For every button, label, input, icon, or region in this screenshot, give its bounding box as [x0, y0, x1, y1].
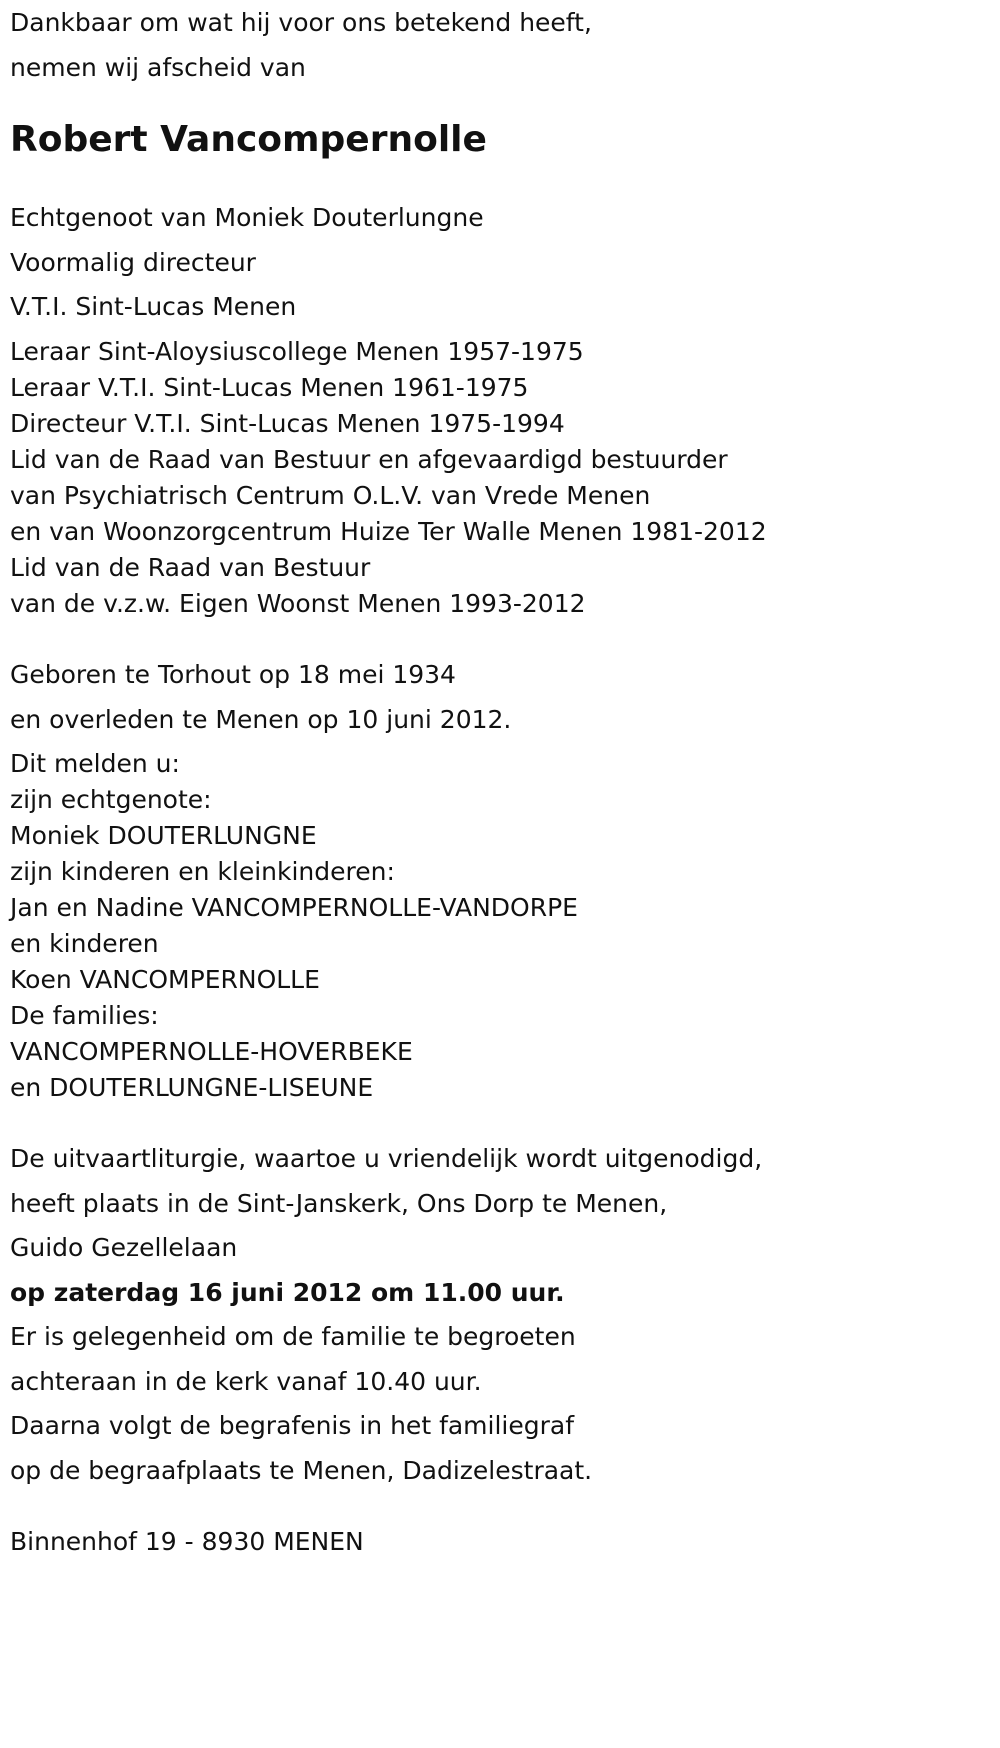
career-line: en van Woonzorgcentrum Huize Ter Walle Menen 1981-2012 — [10, 517, 767, 546]
family-line: De families: — [10, 1001, 159, 1030]
family-line: zijn echtgenote: — [10, 785, 212, 814]
funeral-line-3: Guido Gezellelaan — [10, 1233, 238, 1262]
family-line: Jan en Nadine VANCOMPERNOLLE-VANDORPE — [10, 893, 578, 922]
career-line: van de v.z.w. Eigen Woonst Menen 1993-2012 — [10, 589, 586, 618]
funeral-line-5: Er is gelegenheid om de familie te begroeten — [10, 1322, 576, 1351]
funeral-date: op zaterdag 16 juni 2012 om 11.00 uur. — [10, 1278, 565, 1307]
career-line: Directeur V.T.I. Sint-Lucas Menen 1975-1994 — [10, 409, 565, 438]
funeral-line-1: De uitvaartliturgie, waartoe u vriendelijk wordt uitgenodigd, — [10, 1144, 763, 1173]
family-line: VANCOMPERNOLLE-HOVERBEKE — [10, 1037, 413, 1066]
death-line: en overleden te Menen op 10 juni 2012. — [10, 705, 512, 734]
career-line: van Psychiatrisch Centrum O.L.V. van Vrede Menen — [10, 481, 651, 510]
career-line: Leraar V.T.I. Sint-Lucas Menen 1961-1975 — [10, 373, 529, 402]
address-line: Binnenhof 19 - 8930 MENEN — [10, 1527, 364, 1556]
intro-line-2: nemen wij afscheid van — [10, 53, 306, 82]
birth-line: Geboren te Torhout op 18 mei 1934 — [10, 660, 456, 689]
family-line: en DOUTERLUNGNE-LISEUNE — [10, 1073, 374, 1102]
career-line: Lid van de Raad van Bestuur — [10, 553, 371, 582]
funeral-line-8: op de begraafplaats te Menen, Dadizelestraat. — [10, 1456, 593, 1485]
spouse-line: Echtgenoot van Moniek Douterlungne — [10, 203, 484, 232]
family-line: Koen VANCOMPERNOLLE — [10, 965, 320, 994]
funeral-line-7: Daarna volgt de begrafenis in het familiegraf — [10, 1411, 575, 1440]
career-line: Leraar Sint-Aloysiuscollege Menen 1957-1975 — [10, 337, 584, 366]
career-line: Lid van de Raad van Bestuur en afgevaardigd bestuurder — [10, 445, 728, 474]
family-line: zijn kinderen en kleinkinderen: — [10, 857, 395, 886]
funeral-line-6: achteraan in de kerk vanaf 10.40 uur. — [10, 1367, 482, 1396]
family-line: Moniek DOUTERLUNGNE — [10, 821, 317, 850]
family-line: Dit melden u: — [10, 749, 180, 778]
deceased-name: Robert Vancompernolle — [10, 119, 487, 160]
former-role-line: Voormalig directeur — [10, 248, 256, 277]
intro-line-1: Dankbaar om wat hij voor ons betekend heeft, — [10, 8, 592, 37]
school-line: V.T.I. Sint-Lucas Menen — [10, 292, 297, 321]
funeral-line-2: heeft plaats in de Sint-Janskerk, Ons Dorp te Menen, — [10, 1189, 668, 1218]
family-line: en kinderen — [10, 929, 159, 958]
